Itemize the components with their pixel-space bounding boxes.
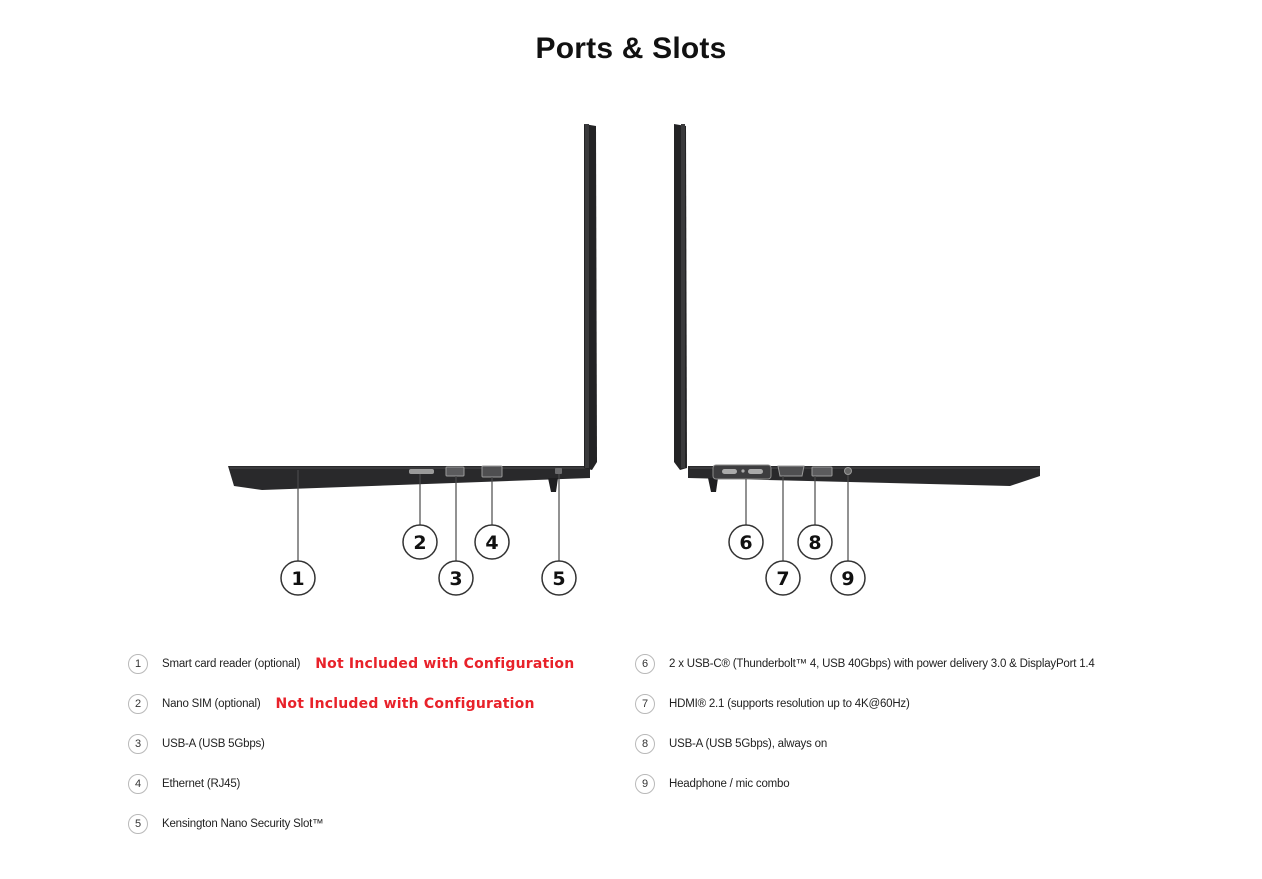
svg-text:6: 6: [739, 532, 753, 554]
port-item-1: [128, 652, 574, 676]
port-number-badge: 9: [635, 774, 655, 794]
usb-a-always-on-shape: [812, 467, 832, 476]
hdmi-port-shape: [778, 466, 804, 476]
laptop-left-side-view: [228, 124, 597, 492]
port-number-badge: 1: [128, 654, 148, 674]
port-item-6: [635, 652, 1095, 676]
port-number-badge: 4: [128, 774, 148, 794]
port-label: Kensington Nano Security Slot™: [162, 818, 324, 830]
port-number-badge: 2: [128, 694, 148, 714]
callout-4: [475, 525, 509, 559]
callout-2: [403, 525, 437, 559]
svg-text:4: 4: [485, 532, 499, 554]
not-included-note: Not Included with Configuration: [315, 656, 575, 672]
laptop-right-side-view: [674, 124, 1040, 492]
svg-text:2: 2: [413, 532, 427, 554]
callout-7: [766, 561, 800, 595]
page-title: Ports & Slots: [535, 32, 727, 65]
port-item-2: [128, 692, 535, 716]
not-included-note: Not Included with Configuration: [275, 696, 535, 712]
port-item-4: [128, 772, 240, 796]
port-label: Headphone / mic combo: [669, 778, 790, 790]
callout-5: [542, 561, 576, 595]
port-number-badge: 5: [128, 814, 148, 834]
usb-a-port-shape: [446, 467, 464, 476]
svg-text:8: 8: [808, 532, 822, 554]
svg-text:5: 5: [552, 568, 566, 590]
svg-text:7: 7: [776, 568, 790, 590]
callout-3: [439, 561, 473, 595]
port-label: Smart card reader (optional): [162, 658, 301, 670]
port-number-badge: 7: [635, 694, 655, 714]
svg-text:3: 3: [449, 568, 463, 590]
port-number-badge: 6: [635, 654, 655, 674]
port-item-5: [128, 812, 323, 836]
port-label: 2 x USB-C® (Thunderbolt™ 4, USB 40Gbps) with power delivery 3.0 & DisplayPort 1.4: [669, 658, 1095, 670]
callout-1: [281, 561, 315, 595]
port-label: USB-A (USB 5Gbps): [162, 738, 265, 750]
port-label: Nano SIM (optional): [162, 698, 261, 710]
security-slot-shape: [555, 468, 562, 474]
callout-6: [729, 525, 763, 559]
port-number-badge: 3: [128, 734, 148, 754]
svg-text:9: 9: [841, 568, 855, 590]
usb-c-port-1-shape: [722, 469, 737, 474]
usb-c-port-2-shape: [748, 469, 763, 474]
callout-8: [798, 525, 832, 559]
port-item-7: [635, 692, 910, 716]
port-item-3: [128, 732, 265, 756]
nano-sim-slot-shape: [409, 469, 434, 474]
port-item-8: [635, 732, 827, 756]
port-label: HDMI® 2.1 (supports resolution up to 4K@60Hz): [669, 698, 910, 710]
port-item-9: [635, 772, 789, 796]
svg-text:1: 1: [291, 568, 305, 590]
port-label: Ethernet (RJ45): [162, 778, 241, 790]
port-number-badge: 8: [635, 734, 655, 754]
callout-9: [831, 561, 865, 595]
port-label: USB-A (USB 5Gbps), always on: [669, 738, 828, 750]
audio-jack-shape: [845, 468, 852, 475]
ethernet-port-shape: [482, 466, 502, 477]
